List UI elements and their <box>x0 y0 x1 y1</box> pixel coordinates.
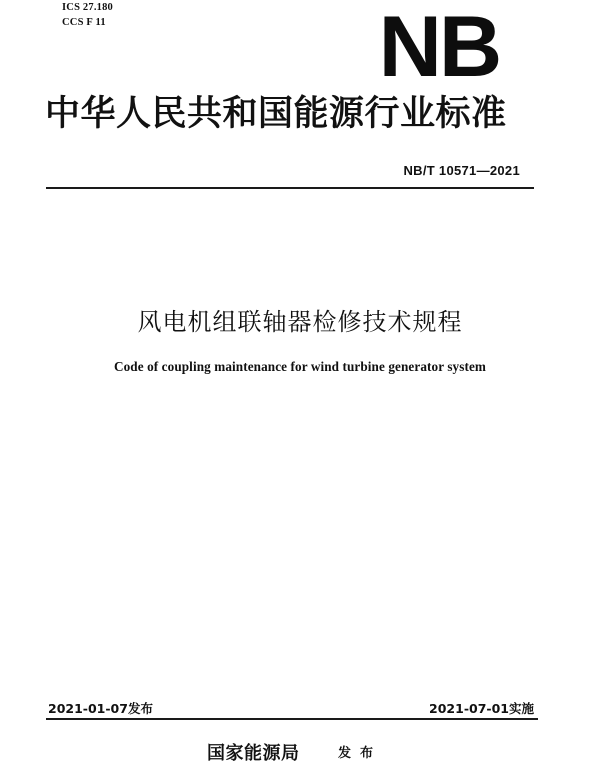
publish-label: 发布 <box>338 746 383 761</box>
nb-logo: NB <box>378 0 499 95</box>
standard-number: NB/T 10571—2021 <box>403 163 520 178</box>
implementation-date: 2021-07-01实施 <box>429 701 534 716</box>
ccs-code: CCS F 11 <box>62 17 106 28</box>
publish-date: 2021-01-07发布 <box>48 701 153 716</box>
footer-divider <box>46 718 538 720</box>
document-title-chinese: 风电机组联轴器检修技术规程 <box>137 308 463 336</box>
publisher-name: 国家能源局 <box>207 743 300 764</box>
document-title-english: Code of coupling maintenance for wind turbine generator system <box>113 359 487 374</box>
organization-title: 中华人民共和国能源行业标准 <box>45 94 507 134</box>
ics-code: ICS 27.180 <box>62 2 114 13</box>
header-divider <box>46 187 534 189</box>
